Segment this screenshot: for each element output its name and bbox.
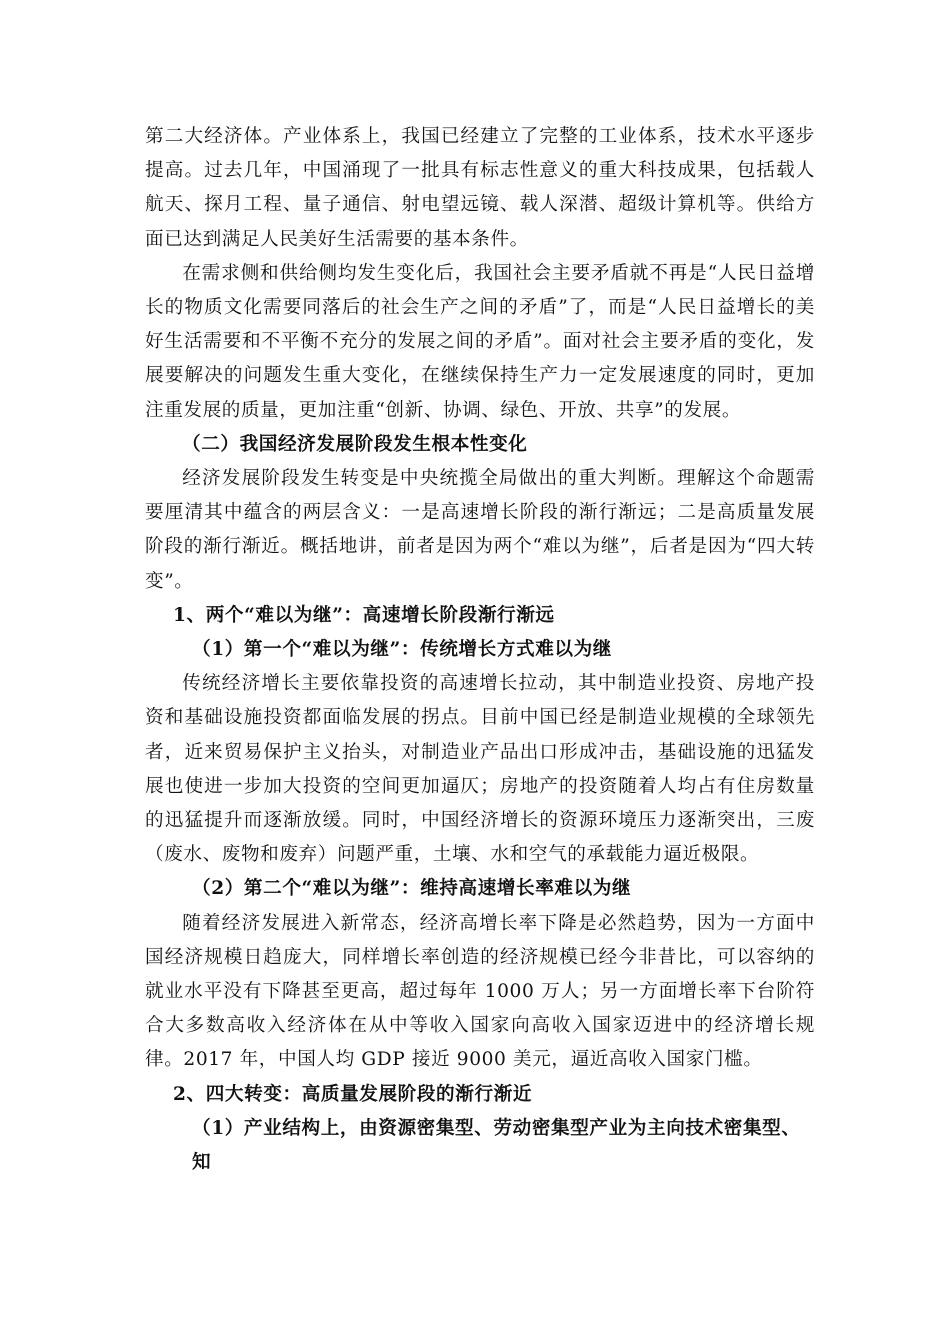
item-heading-1-1: （1）第一个“难以为继”：传统增长方式难以为继 [192, 639, 613, 661]
paragraph-supply-side: 第二大经济体。产业体系上，我国已经建立了完整的工业体系，技术水平逐步提高。过去几年，中国涌现了一批具有标志性意义的重大科技成果，包括载人航天、探月工程、量子通信、射电望远镜、载人深潜、超级计算机等。供给方面已达到满足人民美好生活需要的基本条件。 [145, 126, 815, 250]
item-heading-1-2: （2）第二个“难以为继”：维持高速增长率难以为继 [192, 878, 632, 900]
item-heading-2-1: （1）产业结构上，由资源密集型、劳动密集型产业为主向技术密集型、知 [192, 1117, 801, 1174]
document-body [145, 120, 815, 1180]
paragraph-development-stage: 经济发展阶段发生转变是中央统揽全局做出的重大判断。理解这个命题需要厘清其中蕴含的两层含义：一是高速增长阶段的渐行渐远；二是高质量发展阶段的渐行渐近。概括地讲，前者是因为两个“难以为继”，后者是因为“四大转变”。 [145, 468, 815, 592]
paragraph-growth-rate: 随着经济发展进入新常态，经济高增长率下降是必然趋势，因为一方面中国经济规模日趋庞大，同样增长率创造的经济规模已经今非昔比，可以容纳的就业水平没有下降甚至更高，超过每年 1000 万人；另一方面增长率下台阶符合大多数高收入经济体在从中等收入国家向高收入国家迈进中的经济增长规律。2017 年，中国人均 GDP 接近 9000 美元，逼近高收入国家门槛。 [145, 912, 815, 1071]
section-heading-2: （二）我国经济发展阶段发生根本性变化 [182, 433, 528, 455]
subsection-heading-2: 2、四大转变：高质量发展阶段的渐行渐近 [173, 1083, 533, 1105]
paragraph-traditional-growth: 传统经济增长主要依靠投资的高速增长拉动，其中制造业投资、房地产投资和基础设施投资都面临发展的拐点。目前中国已经是制造业规模的全球领先者，近来贸易保护主义抬头，对制造业产品出口形成冲击，基础设施的迅猛发展也使进一步加大投资的空间更加逼仄；房地产的投资随着人均占有住房数量的迅猛提升而逐渐放缓。同时，中国经济增长的资源环境压力逐渐突出，三废（废水、废物和废弃）问题严重，土壤、水和空气的承载能力逼近极限。 [145, 673, 815, 866]
paragraph-main-contradiction: 在需求侧和供给侧均发生变化后，我国社会主要矛盾就不再是“人民日益增长的物质文化需要同落后的社会生产之间的矛盾”了，而是“人民日益增长的美好生活需要和不平衡不充分的发展之间的矛盾”。面对社会主要矛盾的变化，发展要解决的问题发生重大变化，在继续保持生产力一定发展速度的同时，更加注重发展的质量，更加注重“创新、协调、绿色、开放、共享”的发展。 [145, 262, 815, 421]
subsection-heading-1: 1、两个“难以为继”：高速增长阶段渐行渐远 [173, 604, 555, 626]
